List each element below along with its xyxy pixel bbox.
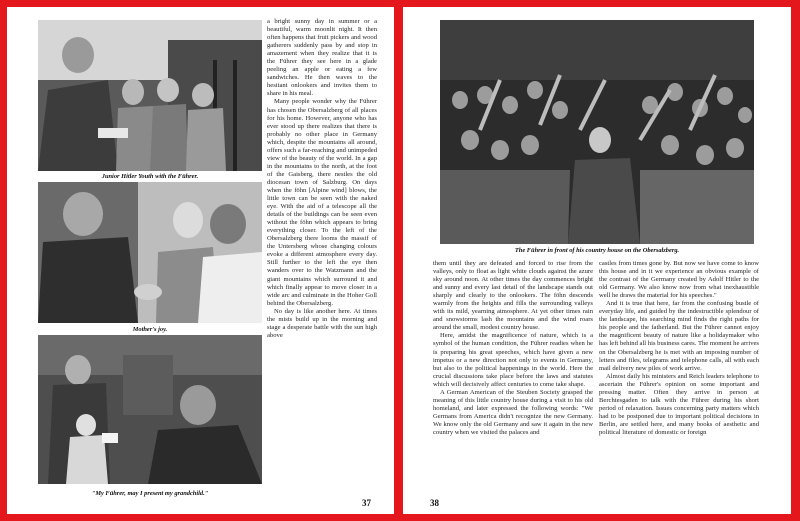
right-paragraph: Almost daily his ministers and Reich leaders telephone to ascertain the Führer's opinion on some important and pressing matter. Often they arrive in person at Berchtesgaden to talk with the Führer during his short period of relaxation. Issues concerning party matters which had to be postponed due to important political decisions in Berlin, are settled here, and many books of aesthetic and political literature of domestic or foreign [599,372,759,436]
photo-mothers-joy [38,182,262,323]
right-paragraph: castles from times gone by. But now we have come to know this house and in it we experience an obvious example of the contrast of the Germany created by Adolf Hitler to the old Germany. We also know now from what inexhaustible well he draws the material for his speeches." [599,260,759,300]
caption-main-photo: The Führer in front of his country house on the Obersalzberg. [514,247,680,254]
right-paragraph: them until they are defeated and forced to rise from the valleys, only to float as light white clouds against the azure sky around noon. At other times the day commences bright and sunny and every last detail of the landscape stands out sharply and clearly to the onlookers. The föhn descends warmly from the heights and fills the surrounding valleys with its mild, yearning atmosphere. At yet other times rain and snowstorms lash the mountains and the wind roars around the small, modest country house. [433,260,593,332]
page-number-right: 38 [430,498,439,508]
left-text-column [267,18,377,498]
right-text-column-2 [599,260,759,508]
left-paragraph: No day is like another here. At times the mists build up in the morning and stage a desperate battle with the sun high above [267,307,377,339]
right-text-column-1 [433,260,593,508]
page-gutter [394,0,403,521]
caption-photo1: Junior Hitler Youth with the Führer. [101,173,199,180]
page-number-left: 37 [362,498,371,508]
left-page [7,7,394,514]
left-paragraph: Many people wonder why the Führer has chosen the Obersalzberg of all places for his home. However, anyone who has ever stood up there realizes that there is probably no other place in Germany which, despite the mountains all around, offers such a far-reaching and unimpeded view of the beauty of the world. In a gap in the mountains to the north, at the foot of the Gaisberg, there nestles the old diocesan town of Salzburg. On days when the föhn [Alpine wind] blows, the little town can be seen with the naked eye. With the aid of a telescope all the details of the buildings can be seen even without the föhn which appears to bring everything closer. To the left of the Obersalzberg there looms the massif of the Untersberg whose changing colours evoke a different atmosphere every day. Still further to the left the eye then wanders over to the Watzmann and the giant mountains which surround it and which finally appear to move closer in a wide arc and culminate in the Hoher Goll behind the Obersalzberg. [267,98,377,307]
caption-photo2: Mother's joy. [132,326,168,333]
photo-grandchild [38,335,262,484]
caption-photo3: "My Führer, may I present my grandchild." [91,490,209,497]
right-paragraph: Here, amidst the magnificence of nature, which is a symbol of the human condition, the Führer readies when he is preparing his great speeches, which have given a new impetus or a new direction not only to events in Germany, but also to the political happenings in the world. Here the crucial discussions take place before the laws and statutes which will decisively affect centuries to come take shape. [433,332,593,388]
left-paragraph: a bright sunny day in summer or a beautiful, warm moonlit night. It then often happens that fruit pickers and wood gatherers suddenly pass by and stop in amazement when they realize that it is the Führer they see here in a glade peeling an apple or eating a few sandwiches. He then waves to the hesitant onlookers and invites them to share in his meal. [267,18,377,98]
right-page [403,7,791,514]
photo-country-house-crowd [440,20,754,244]
right-paragraph: And it is true that here, far from the confusing bustle of everyday life, and guided by the indestructible splendour of the landscape, his searching mind finds the right paths for his people and the fatherland. But the Führer cannot enjoy the magnificent beauty of nature like a holidaymaker who has left behind all his business cares. The moment he arrives on the Obersalzberg he is met with an imposing number of letters and files, telegrams and telephone calls, all with each mail delivery new piles of work arrive. [599,300,759,372]
right-paragraph: A German American of the Steuben Society grasped the meaning of this little country house during a visit to his old homeland, and later expressed the following words: "We Germans from America didn't recognize the new Germany. We know only the old Germany and saw it again in the new country when we visited the palaces and [433,388,593,436]
photo-hitler-youth [38,20,262,171]
